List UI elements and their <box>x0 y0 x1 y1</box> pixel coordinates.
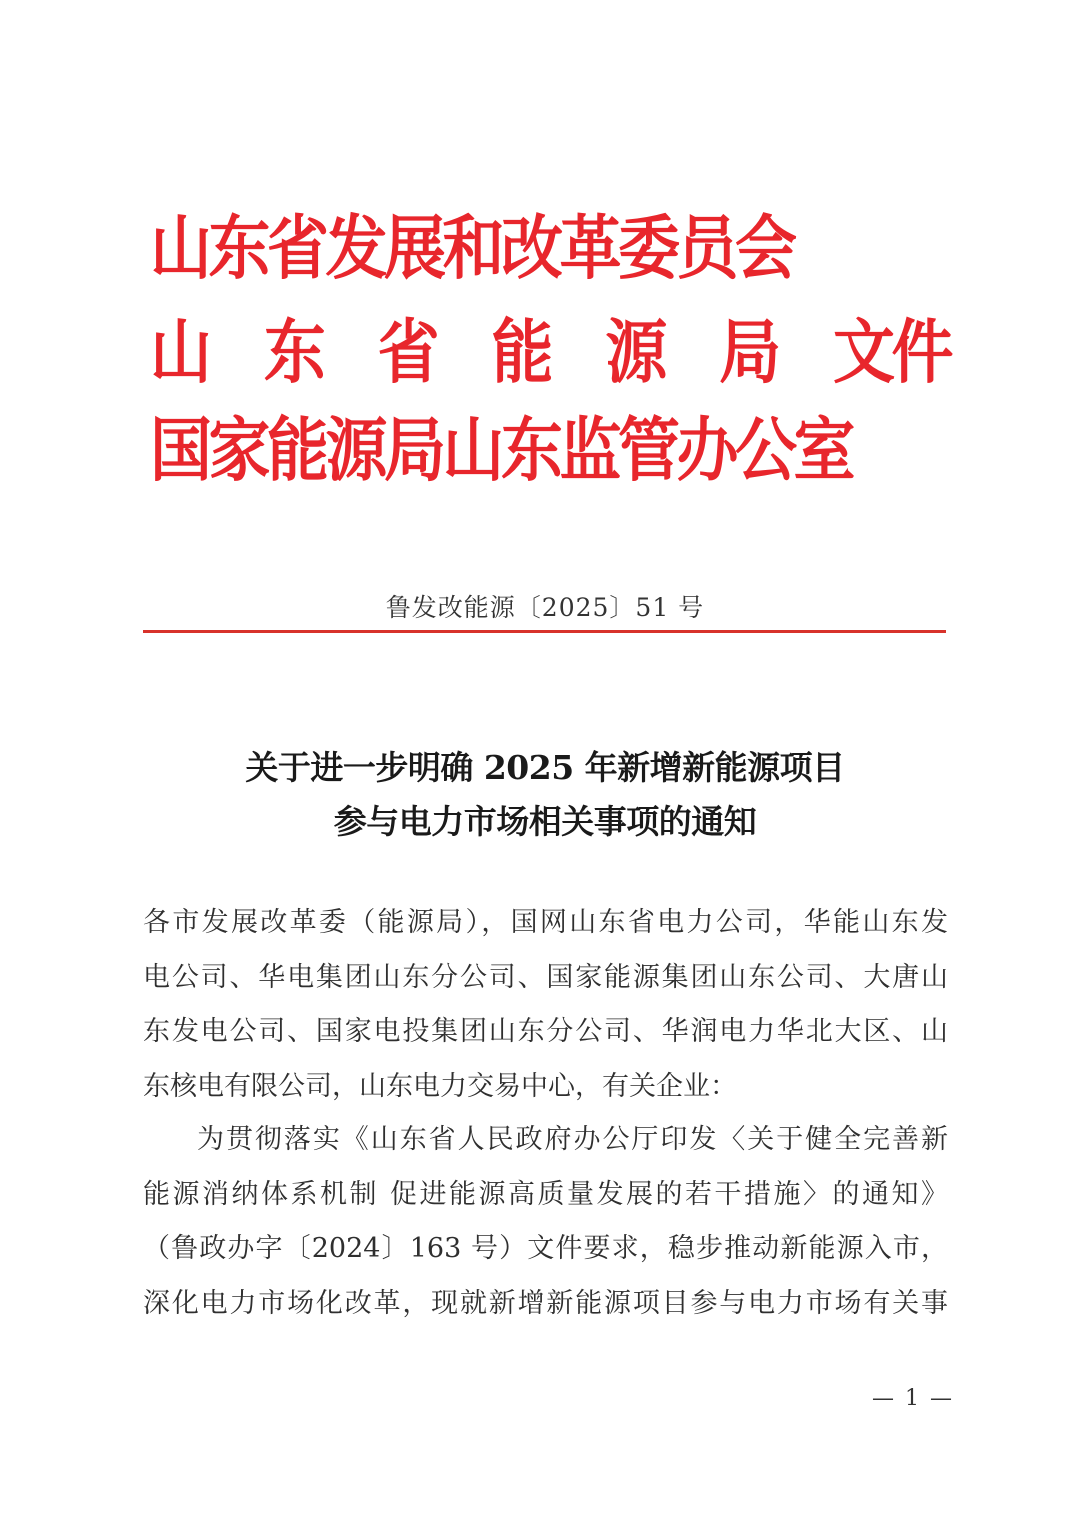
issuer-line-2-char: 文件 <box>832 311 950 393</box>
recipients-line: 东发电公司、国家电投集团山东分公司、华润电力华北大区、山 <box>143 1016 948 1047</box>
issuer-line-2-char: 山 <box>150 311 213 393</box>
paragraph-line: 深化电力市场化改革，现就新增新能源项目参与电力市场有关事 <box>143 1287 948 1319</box>
document-title-line-2: 参与电力市场相关事项的通知 <box>333 802 757 841</box>
issuer-line-2 <box>150 310 950 395</box>
issuer-line-2-char: 能 <box>491 311 554 393</box>
issuer-line-2-char: 局 <box>719 311 782 393</box>
red-separator-rule <box>143 630 946 633</box>
paragraph-line: 能源消纳体系机制 促进能源高质量发展的若干措施〉的通知》 <box>143 1178 948 1210</box>
issuer-line-2-char: 省 <box>377 311 440 393</box>
recipients-line: 各市发展改革委（能源局），国网山东省电力公司，华能山东发 <box>143 907 948 938</box>
recipients-line: 电公司、华电集团山东分公司、国家能源集团山东公司、大唐山 <box>143 961 948 993</box>
issuer-line-3: 国家能源局山东监管办公室 <box>150 409 853 491</box>
page-number: — 1 — <box>872 1386 954 1411</box>
recipients-line: 东核电有限公司，山东电力交易中心，有关企业： <box>143 1070 737 1102</box>
recipients-block <box>143 896 948 1114</box>
issuer-line-2-char: 东 <box>263 311 326 393</box>
issuer-line-1: 山东省发展和改革委员会 <box>150 207 794 289</box>
document-number: 鲁发改能源〔2025〕51 号 <box>385 593 705 622</box>
document-title-line-1: 关于进一步明确 2025 年新增新能源项目 <box>245 748 845 787</box>
body-paragraph <box>143 1113 948 1331</box>
paragraph-line: （鲁政办字〔2024〕163 号）文件要求，稳步推动新能源入市， <box>143 1233 948 1264</box>
paragraph-line: 为贯彻落实《山东省人民政府办公厅印发〈关于健全完善新 <box>197 1124 948 1155</box>
issuer-line-2-char: 源 <box>605 311 668 393</box>
